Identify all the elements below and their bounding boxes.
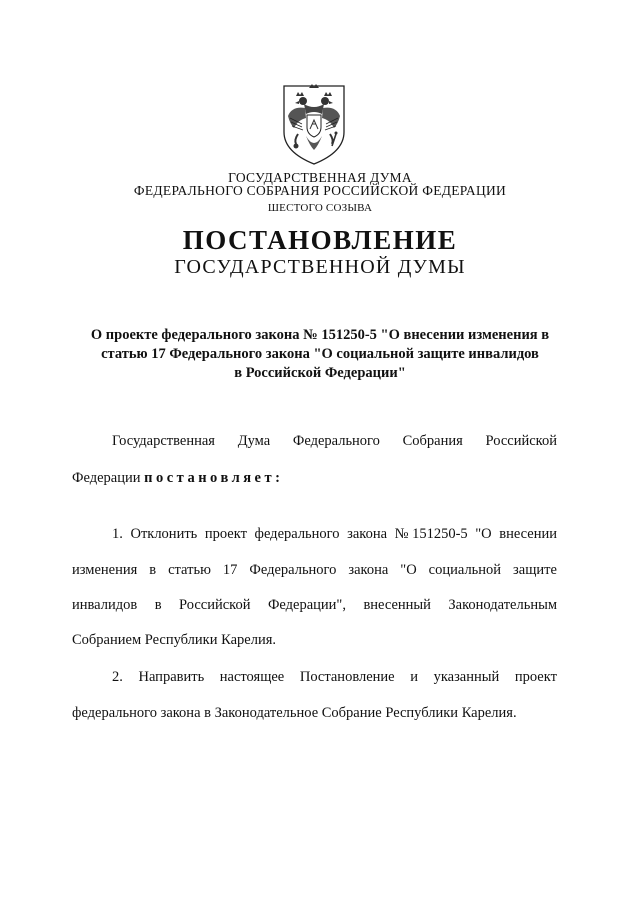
coat-of-arms-icon: [276, 80, 352, 166]
clause-1-line-3: [72, 597, 557, 614]
resolves-word: постановляет:: [144, 470, 284, 486]
word: статью: [168, 562, 211, 578]
clause-1-line-4: Собранием Республики Карелия.: [72, 632, 276, 648]
word: социальной: [428, 562, 502, 578]
word: внесении: [499, 526, 557, 542]
word: и: [410, 669, 418, 685]
word: Российской: [485, 433, 557, 449]
word: закона: [347, 526, 388, 542]
convocation-line: ШЕСТОГО СОЗЫВА: [267, 202, 373, 214]
word: защите: [513, 562, 557, 578]
word: проект: [204, 526, 247, 542]
word: "О: [400, 562, 417, 578]
org-name-line-1: ГОСУДАРСТВЕННАЯ ДУМА: [228, 170, 412, 185]
clause-1-line-1: [112, 526, 557, 543]
word: 2.: [112, 669, 123, 685]
subject-line: О проекте федерального закона № 151250-5 "О внесении изменения в: [90, 327, 550, 343]
word: в: [149, 562, 157, 578]
word: проект: [514, 669, 557, 685]
word: Федерального: [249, 562, 337, 578]
word: настоящее: [219, 669, 285, 685]
clause-1-line-2: [72, 562, 557, 579]
word: внесенный: [363, 597, 431, 613]
word: указанный: [433, 669, 500, 685]
document-title: ПОСТАНОВЛЕНИЕ: [182, 225, 458, 255]
word: Федерации",: [267, 597, 346, 613]
subject-line: в Российской Федерации": [234, 365, 406, 381]
word: Направить: [138, 669, 205, 685]
word: Отклонить: [130, 526, 198, 542]
word: в: [154, 597, 162, 613]
word: Законодательным: [448, 597, 557, 613]
clause-2-line-2: федерального закона в Законодательное Собрание Республики Карелия.: [72, 705, 517, 721]
word: изменения: [72, 562, 138, 578]
subject-line: статью 17 Федерального закона "О социальной защите инвалидов: [101, 346, 539, 362]
document-subtitle: ГОСУДАРСТВЕННОЙ ДУМЫ: [174, 256, 466, 278]
word: Постановление: [299, 669, 395, 685]
preamble-line-1: [112, 433, 557, 450]
word: федерального: [254, 526, 340, 542]
word: Государственная: [112, 433, 215, 449]
word: инвалидов: [72, 597, 138, 613]
subject-heading: [60, 326, 580, 383]
word: 17: [222, 562, 238, 578]
word: закона: [348, 562, 389, 578]
word: 1.: [112, 526, 123, 542]
preamble-line-2: [72, 470, 557, 487]
clause-2-line-1: [112, 669, 557, 686]
word: Федерального: [292, 433, 380, 449]
word: Собрания: [402, 433, 463, 449]
word: Дума: [237, 433, 271, 449]
word: № 151250-5: [394, 526, 468, 542]
word: Российской: [179, 597, 251, 613]
word: Федерации: [72, 470, 141, 486]
org-name-line-2: ФЕДЕРАЛЬНОГО СОБРАНИЯ РОССИЙСКОЙ ФЕДЕРАЦИИ: [133, 183, 507, 198]
word: "О: [475, 526, 492, 542]
